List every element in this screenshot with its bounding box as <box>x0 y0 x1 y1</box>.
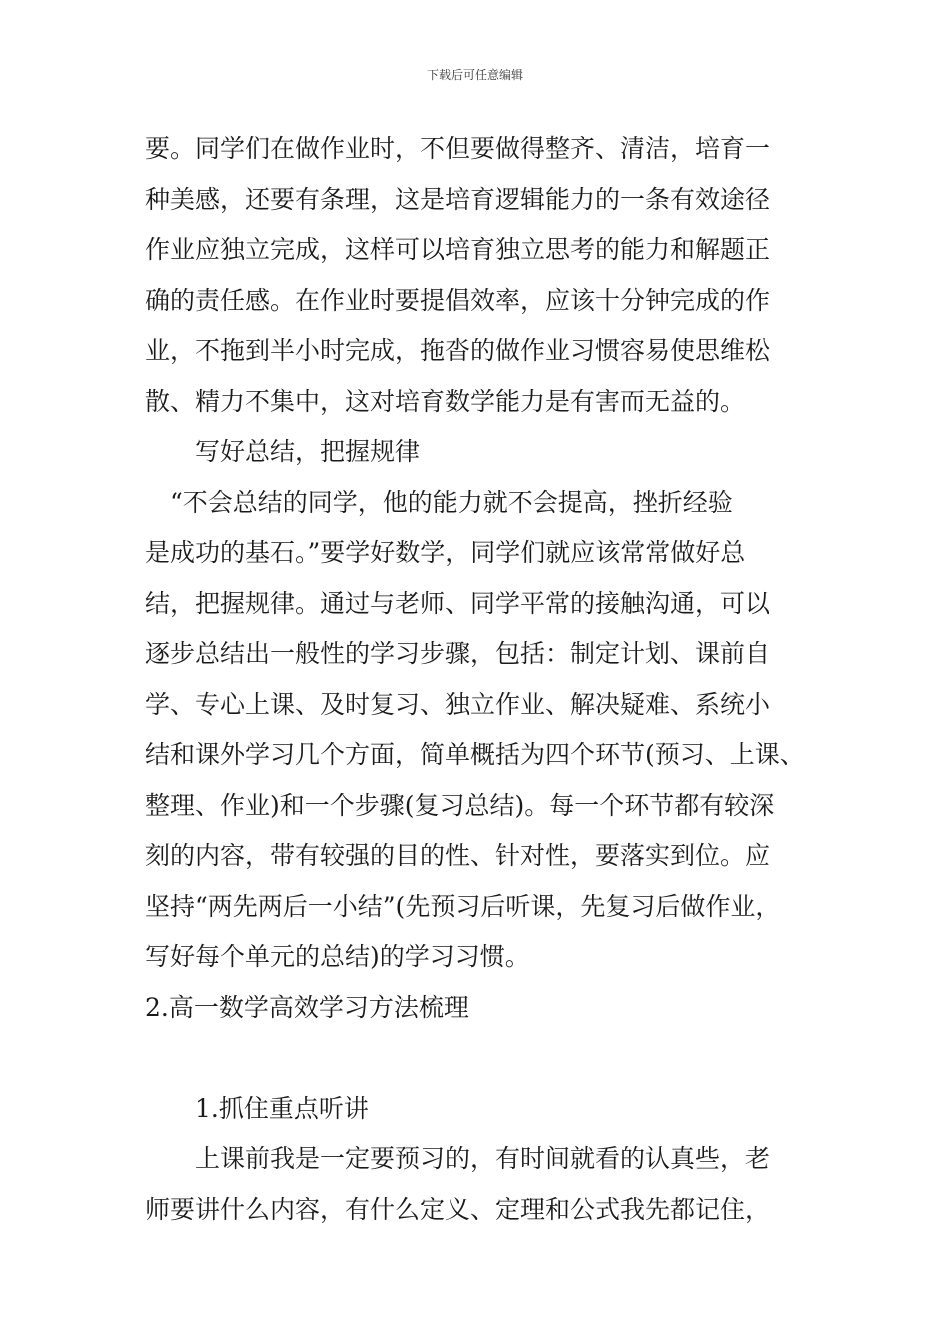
summary-heading: 写好总结，把握规律 <box>195 437 421 466</box>
body-line: 要。同学们在做作业时，不但要做得整齐、清洁，培育一 <box>145 134 771 163</box>
body-line: 结，把握规律。通过与老师、同学平常的接触沟通，可以 <box>145 588 771 618</box>
subheading: 1.抓住重点听讲 <box>195 1093 369 1123</box>
body-line: 上课前我是一定要预习的，有时间就看的认真些，老 <box>195 1144 771 1173</box>
body-line: 坚持“两先两后一小结”(先预习后听课，先复习后做作业， <box>145 891 781 921</box>
body-line: 学、专心上课、及时复习、独立作业、解决疑难、系统小 <box>145 689 771 719</box>
body-line: 作业应独立完成，这样可以培育独立思考的能力和解题正 <box>145 235 771 264</box>
body-line: 整理、作业)和一个步骤(复习总结)。每一个环节都有较深 <box>145 790 775 820</box>
body-line: 写好每个单元的总结)的学习习惯。 <box>145 942 530 971</box>
document-body <box>145 124 825 1235</box>
blank-line <box>145 1033 825 1084</box>
body-line: 刻的内容，带有较强的目的性、针对性，要落实到位。应 <box>145 841 771 870</box>
section-title: 2.高一数学高效学习方法梳理 <box>145 992 469 1022</box>
body-line: 是成功的基石。”要学好数学，同学们就应该常常做好总 <box>145 538 746 567</box>
body-line: 逐步总结出一般性的学习步骤，包括：制定计划、课前自 <box>145 639 771 668</box>
body-line: 师要讲什么内容，有什么定义、定理和公式我先都记住， <box>145 1194 771 1224</box>
page-header: 下载后可任意编辑 <box>426 68 523 82</box>
body-line: 散、精力不集中，这对培育数学能力是有害而无益的。 <box>145 386 746 416</box>
body-line: 结和课外学习几个方面，简单概括为四个环节(预习、上课、 <box>145 740 805 769</box>
body-line: “不会总结的同学，他的能力就不会提高，挫折经验 <box>170 487 733 517</box>
body-line: 种美感，还要有条理，这是培育逻辑能力的一条有效途径 <box>145 184 771 214</box>
body-line: 业，不拖到半小时完成，拖沓的做作业习惯容易使思维松 <box>145 336 771 365</box>
body-line: 确的责任感。在作业时要提倡效率，应该十分钟完成的作 <box>145 285 771 315</box>
